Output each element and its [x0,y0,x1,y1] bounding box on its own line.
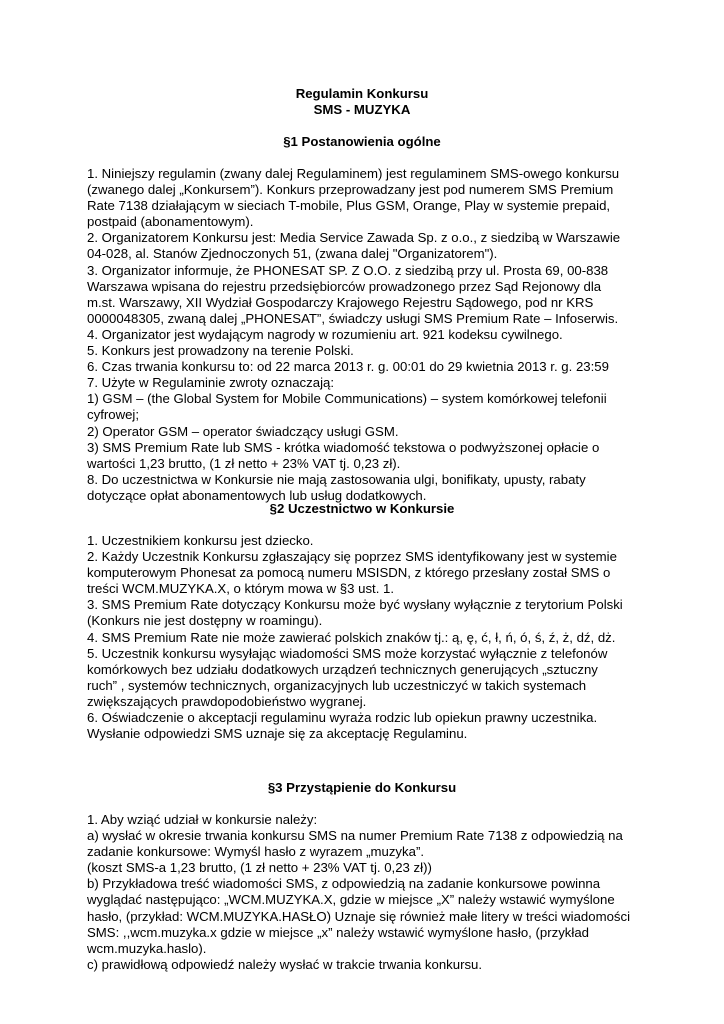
section-body-2 [87,533,647,742]
text-line: (zwanego dalej „Konkursem”). Konkurs przeprowadzany jest pod numerem SMS Premium [87,182,614,198]
text-line: 2) Operator GSM – operator świadczący usługi GSM. [87,423,399,439]
section-body-3 [87,812,647,973]
text-line: (koszt SMS-a 1,23 brutto, (1 zł netto + 23% VAT tj. 0,23 zł)) [87,860,432,876]
text-line: ruch” , systemów technicznych, organizacyjnych lub uczestniczyć w takich systemach [87,677,587,693]
section-heading-3: §3 Przystąpienie do Konkursu [267,780,457,795]
text-line: 1. Niniejszy regulamin (zwany dalej Regulaminem) jest regulaminem SMS-owego konkursu [87,166,620,181]
text-line: 2. Każdy Uczestnik Konkursu zgłaszający się poprzez SMS identyfikowany jest w systemie [87,549,617,565]
text-line: 0000048305, zwaną dalej „PHONESAT”, świadczy usługi SMS Premium Rate – Infoserwis. [87,310,619,326]
text-line: 7. Użyte w Regulaminie zwroty oznaczają: [87,375,335,391]
text-line: wcm.muzyka.haslo). [87,940,207,956]
text-line: 4. Organizator jest wydającym nagrody w rozumieniu art. 921 kodeksu cywilnego. [87,326,563,342]
text-line: treści WCM.MUZYKA.X, o którym mowa w §3 ust. 1. [87,581,395,597]
text-line: Wysłanie odpowiedzi SMS uznaje się za akceptację Regulaminu. [87,726,468,742]
text-line: wartości 1,23 brutto, (1 zł netto + 23% VAT tj. 0,23 zł). [87,455,401,471]
section-heading-2: §2 Uczestnictwo w Konkursie [269,501,455,516]
text-line: 5. Konkurs jest prowadzony na terenie Polski. [87,343,354,359]
section-heading-1: §1 Postanowienia ogólne [283,134,441,149]
text-line: 3. SMS Premium Rate dotyczący Konkursu może być wysłany wyłącznie z terytorium Polski [87,597,623,613]
text-line: 6. Oświadczenie o akceptacji regulaminu wyraża rodzic lub opiekun prawny uczestnika. [87,710,598,726]
text-line: 1. Uczestnikiem konkursu jest dziecko. [87,533,314,548]
text-line: cyfrowej; [87,407,140,423]
document-subtitle: SMS - MUZYKA [313,102,411,117]
text-line: komputerowym Phonesat za pomocą numeru MSISDN, z którego przesłany został SMS o [87,565,611,581]
text-line: 04-028, al. Stanów Zjednoczonych 51, (zwana dalej "Organizatorem"). [87,246,498,262]
text-line: 5. Uczestnik konkursu wysyłając wiadomości SMS może korzystać wyłącznie z telefonów [87,645,608,661]
text-line: Warszawa wpisana do rejestru przedsiębiorców prowadzonego przez Sąd Rejonowy dla [87,278,602,294]
text-line: postpaid (abonamentowym). [87,214,254,230]
text-line: zadanie konkursowe: Wymyśl hasło z wyrazem „muzyka”. [87,844,424,860]
text-line: zwiększających prawdopodobieństwo wygranej. [87,693,367,709]
text-line: komórkowych bez udziału dodatkowych urządzeń technicznych generujących „sztuczny [87,661,598,677]
text-line: c) prawidłową odpowiedź należy wysłać w trakcie trwania konkursu. [87,956,483,972]
text-line: a) wysłać w okresie trwania konkursu SMS na numer Premium Rate 7138 z odpowiedzią na [87,828,623,844]
text-line: 1. Aby wziąć udział w konkursie należy: [87,812,318,827]
text-line: b) Przykładowa treść wiadomości SMS, z odpowiedzią na zadanie konkursowe powinna [87,876,601,892]
text-line: Rate 7138 działającym w sieciach T-mobile, Plus GSM, Orange, Play w systemie prepaid, [87,198,611,214]
document-title: Regulamin Konkursu [295,86,429,101]
text-line: 6. Czas trwania konkursu to: od 22 marca 2013 r. g. 00:01 do 29 kwietnia 2013 r. g. 23:59 [87,359,609,375]
text-line: dotyczące opłat abonamentowych lub usług dodatkowych. [87,487,427,503]
text-line: m.st. Warszawy, XII Wydział Gospodarczy Krajowego Rejestru Sądowego, pod nr KRS [87,294,594,310]
text-line: 3) SMS Premium Rate lub SMS - krótka wiadomość tekstowa o podwyższonej opłacie o [87,439,600,455]
section-body-1 [87,166,647,504]
text-line: 8. Do uczestnictwa w Konkursie nie mają zastosowania ulgi, bonifikaty, upusty, rabaty [87,471,586,487]
text-line: 1) GSM – (the Global System for Mobile Communications) – system komórkowej telefonii [87,391,607,407]
text-line: 4. SMS Premium Rate nie może zawierać polskich znaków tj.: ą, ę, ć, ł, ń, ó, ś, ź, ż, dź, dż. [87,629,616,645]
text-line: wyglądać następująco: „WCM.MUZYKA.X, gdzie w miejsce „X” należy wstawić wymyślone [87,892,615,908]
text-line: (Konkurs nie jest dostępny w roamingu). [87,613,323,629]
text-line: 3. Organizator informuje, że PHONESAT SP. Z O.O. z siedzibą przy ul. Prosta 69, 00-838 [87,262,609,278]
text-line: hasło, (przykład: WCM.MUZYKA.HASŁO) Uznaje się również małe litery w treści wiadomości [87,908,631,924]
text-line: SMS: ,,wcm.muzyka.x gdzie w miejsce „x” należy wstawić wymyślone hasło, (przykład [87,924,589,940]
text-line: 2. Organizatorem Konkursu jest: Media Service Zawada Sp. z o.o., z siedzibą w Warszawie [87,230,621,246]
